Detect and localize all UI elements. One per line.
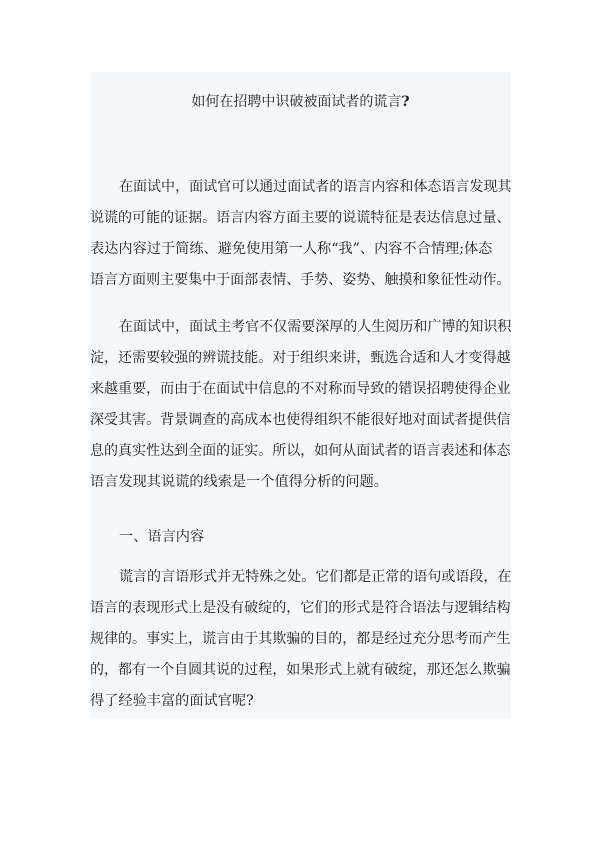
paragraph-line: 在面试中，面试主考官不仅需要深厚的人生阅历和广博的知识积 [119, 319, 512, 335]
paragraph-line: 得了经验丰富的面试官呢? [90, 693, 254, 709]
paragraph-line: 深受其害。背景调查的高成本也使得组织不能很好地对面试者提供信 [90, 412, 511, 428]
paragraph-line: 说谎的可能的证据。语言内容方面主要的说谎特征是表达信息过量、 [90, 210, 511, 226]
paragraph-line: 的，都有一个自圆其说的过程，如果形式上就有破绽，那还怎么欺骗 [90, 662, 511, 678]
paragraph-line: 语言的表现形式上是没有破绽的，它们的形式是符合语法与逻辑结构 [90, 600, 511, 616]
paragraph-language-content [90, 562, 511, 717]
paragraph-context [90, 312, 511, 498]
paragraph-intro [90, 172, 511, 296]
title-question-mark: ? [401, 94, 410, 110]
paragraph-line: 在面试中，面试官可以通过面试者的语言内容和体态语言发现其 [119, 179, 512, 195]
paragraph-line: 谎言的言语形式并无特殊之处。它们都是正常的语句或语段，在 [119, 569, 512, 585]
paragraph-line: 息的真实性达到全面的证实。所以，如何从面试者的语言表述和体态 [90, 443, 511, 459]
document-title [90, 92, 511, 112]
paragraph-line: 规律的。事实上，谎言由于其欺骗的目的，都是经过充分思考而产生 [90, 631, 511, 647]
section-heading: 一、语言内容 [119, 529, 205, 545]
paragraph-line: 淀，还需要较强的辨谎技能。对于组织来讲，甄选合适和人才变得越 [90, 350, 511, 366]
paragraph-line: 语言方面则主要集中于面部表情、手势、姿势、触摸和象征性动作。 [90, 272, 511, 288]
title-text: 如何在招聘中识破被面试者的谎言 [191, 94, 402, 110]
paragraph-line: 语言发现其说谎的线索是一个值得分析的问题。 [90, 474, 388, 490]
paragraph-line: 表达内容过于简练、避免使用第一人称“我”、内容不合情理;体态 [90, 241, 493, 257]
paragraph-line: 来越重要，而由于在面试中信息的不对称而导致的错误招聘使得企业 [90, 381, 511, 397]
